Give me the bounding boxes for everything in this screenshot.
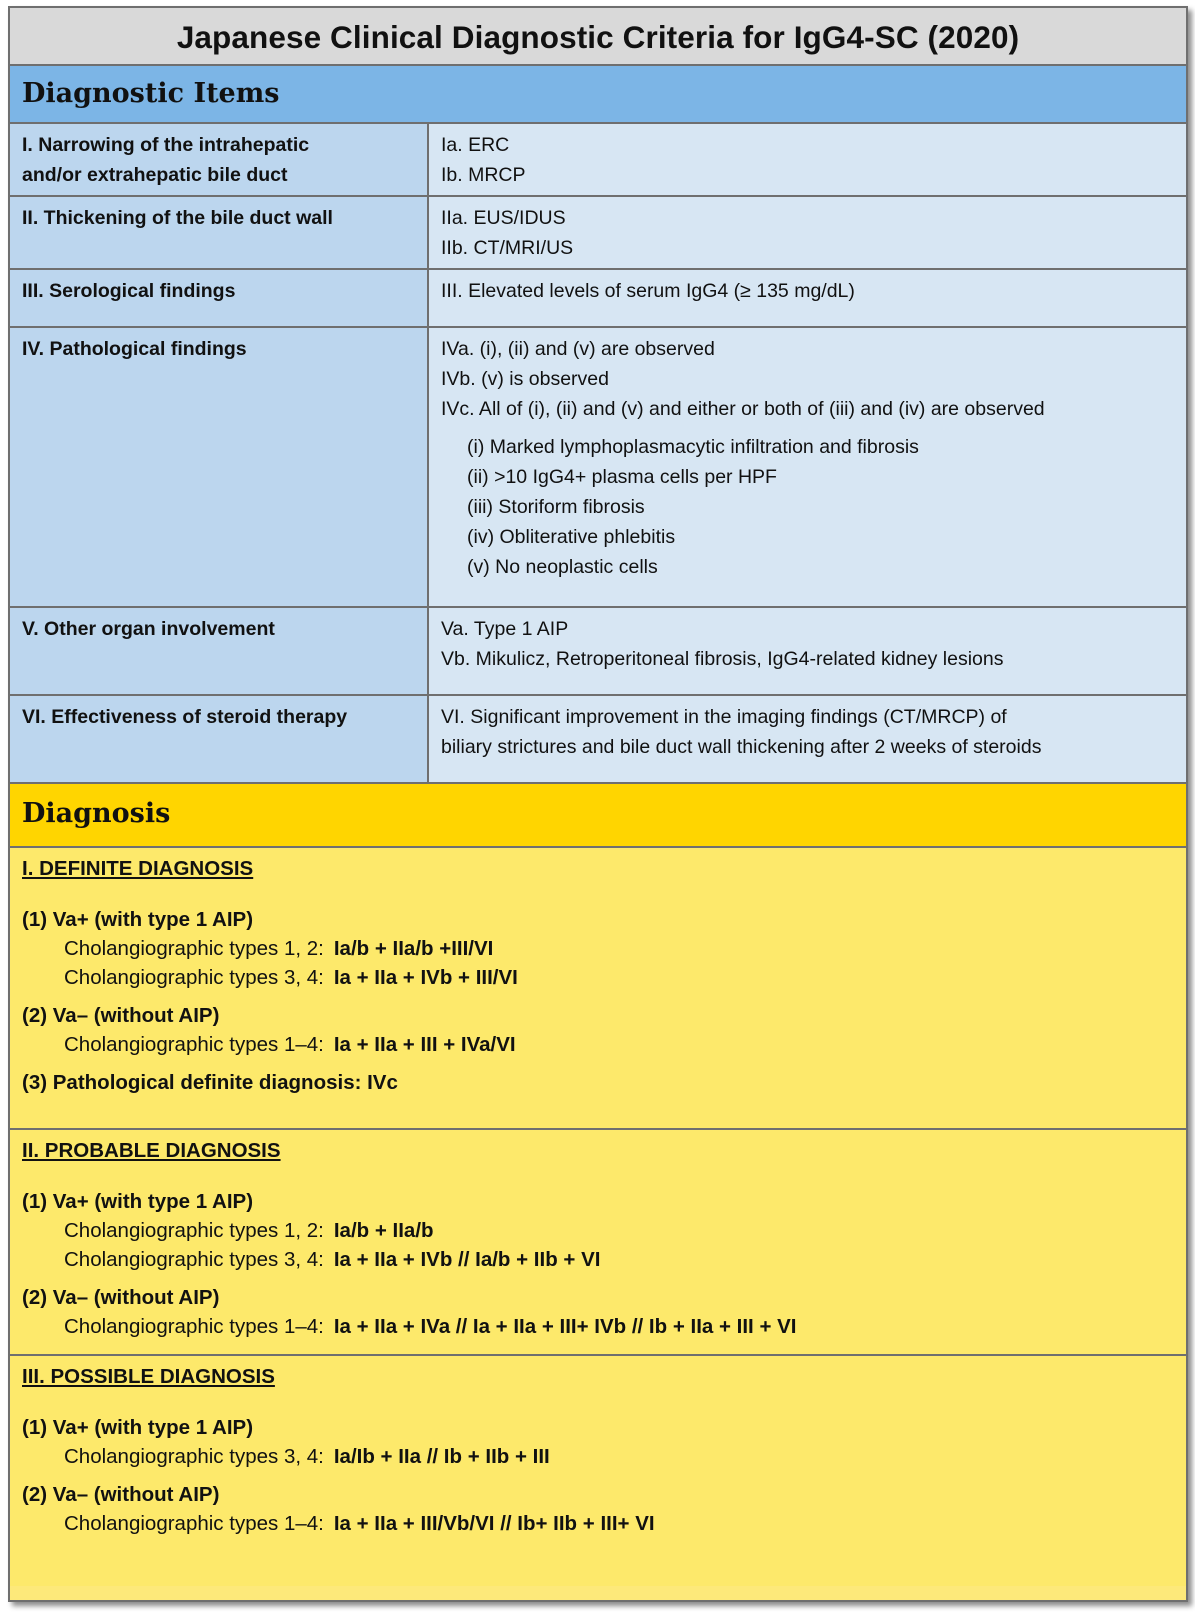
- criteria-group-heading: (3) Pathological definite diagnosis: IVc: [22, 1071, 398, 1094]
- diagnosis-section-title: III. POSSIBLE DIAGNOSIS: [22, 1365, 275, 1388]
- criteria-group-heading: (2) Va– (without AIP): [22, 1286, 220, 1309]
- item-value: [428, 327, 1186, 607]
- criteria-formula: Ia/b + IIa/b +III/VI: [333, 937, 494, 960]
- diagnostic-items-heading: Diagnostic Items: [10, 66, 1186, 124]
- item-label-line: VI. Effectiveness of steroid therapy: [22, 706, 348, 728]
- item-label-line: IV. Pathological findings: [22, 338, 247, 360]
- criteria-group: [22, 906, 1174, 992]
- criteria-line: [22, 1312, 1174, 1341]
- criteria-group: [22, 1188, 1174, 1274]
- item-label: [10, 124, 428, 196]
- cholangiographic-type-label: Cholangiographic types 1, 2:: [64, 937, 324, 960]
- pathology-criterion: (iv) Obliterative phlebitis: [467, 526, 676, 548]
- item-value-line: IVb. (v) is observed: [441, 368, 609, 390]
- diagnosis-section: [10, 1356, 1186, 1586]
- cholangiographic-type-label: Cholangiographic types 1–4:: [64, 1512, 324, 1535]
- cholangiographic-type-label: Cholangiographic types 1–4:: [64, 1315, 324, 1338]
- criteria-group: [22, 1481, 1174, 1538]
- item-label-line: and/or extrahepatic bile duct: [22, 164, 288, 186]
- criteria-group: [22, 1002, 1174, 1059]
- criteria-formula: Ia + IIa + IVb + III/VI: [333, 966, 518, 989]
- item-value-line: IVa. (i), (ii) and (v) are observed: [441, 338, 715, 360]
- item-value-line: VI. Significant improvement in the imaging findings (CT/MRCP) of: [441, 706, 1007, 728]
- cholangiographic-type-label: Cholangiographic types 1–4:: [64, 1033, 324, 1056]
- criteria-formula: Ia/Ib + IIa // Ib + IIb + III: [333, 1445, 550, 1468]
- item-value: [428, 196, 1186, 269]
- pathology-criteria-list: [441, 432, 1174, 582]
- diagnosis-section-title: I. DEFINITE DIAGNOSIS: [22, 857, 254, 880]
- criteria-line: [22, 1030, 1174, 1059]
- item-value-line: Va. Type 1 AIP: [441, 618, 569, 640]
- criteria-formula: Ia + IIa + IVb // Ia/b + IIb + VI: [333, 1248, 601, 1271]
- criteria-group-heading: (1) Va+ (with type 1 AIP): [22, 1190, 254, 1213]
- item-row: [10, 269, 1186, 327]
- criteria-document: [8, 6, 1188, 1602]
- diagnosis-section: [10, 848, 1186, 1130]
- criteria-formula: Ia + IIa + III/Vb/VI // Ib+ IIb + III+ VI: [333, 1512, 655, 1535]
- criteria-line: [22, 963, 1174, 992]
- item-value-line: Vb. Mikulicz, Retroperitoneal fibrosis, IgG4-related kidney lesions: [441, 648, 1004, 670]
- item-row: [10, 124, 1186, 196]
- criteria-line: [22, 1245, 1174, 1274]
- item-label: [10, 607, 428, 695]
- criteria-group-heading: (1) Va+ (with type 1 AIP): [22, 1416, 254, 1439]
- item-value: [428, 607, 1186, 695]
- diagnosis-section-title: II. PROBABLE DIAGNOSIS: [22, 1139, 281, 1162]
- item-row: [10, 607, 1186, 695]
- criteria-group-heading: (2) Va– (without AIP): [22, 1483, 220, 1506]
- item-value-line: III. Elevated levels of serum IgG4 (≥ 135 mg/dL): [441, 280, 855, 302]
- pathology-criterion: (v) No neoplastic cells: [467, 556, 658, 578]
- criteria-group: [22, 1284, 1174, 1341]
- item-value-line: IVc. All of (i), (ii) and (v) and either or both of (iii) and (iv) are observed: [441, 398, 1045, 420]
- item-value: [428, 695, 1186, 783]
- item-row: [10, 327, 1186, 607]
- cholangiographic-type-label: Cholangiographic types 3, 4:: [64, 1248, 324, 1271]
- criteria-line: [22, 1442, 1174, 1471]
- criteria-formula: Ia/b + IIa/b: [333, 1219, 434, 1242]
- diagnosis-section: [10, 1130, 1186, 1356]
- item-value-line: biliary strictures and bile duct wall thickening after 2 weeks of steroids: [441, 736, 1042, 758]
- item-value-line: Ib. MRCP: [441, 164, 526, 186]
- page-title: Japanese Clinical Diagnostic Criteria for IgG4-SC (2020): [10, 8, 1186, 66]
- criteria-group-heading: (2) Va– (without AIP): [22, 1004, 220, 1027]
- item-value-line: IIa. EUS/IDUS: [441, 207, 566, 229]
- item-label-line: III. Serological findings: [22, 280, 236, 302]
- item-label: [10, 695, 428, 783]
- item-value-line: Ia. ERC: [441, 134, 510, 156]
- pathology-criterion: (ii) >10 IgG4+ plasma cells per HPF: [467, 466, 777, 488]
- item-label-line: V. Other organ involvement: [22, 618, 275, 640]
- cholangiographic-type-label: Cholangiographic types 1, 2:: [64, 1219, 324, 1242]
- criteria-line: [22, 1509, 1174, 1538]
- diagnosis-heading: Diagnosis: [10, 784, 1186, 848]
- item-label: [10, 196, 428, 269]
- item-value: [428, 124, 1186, 196]
- criteria-line: [22, 934, 1174, 963]
- criteria-formula: Ia + IIa + III + IVa/VI: [333, 1033, 516, 1056]
- item-label: [10, 327, 428, 607]
- item-row: [10, 695, 1186, 783]
- item-label-line: I. Narrowing of the intrahepatic: [22, 134, 310, 156]
- item-value: [428, 269, 1186, 327]
- item-value-line: IIb. CT/MRI/US: [441, 237, 574, 259]
- cholangiographic-type-label: Cholangiographic types 3, 4:: [64, 1445, 324, 1468]
- pathology-criterion: (iii) Storiform fibrosis: [467, 496, 645, 518]
- cholangiographic-type-label: Cholangiographic types 3, 4:: [64, 966, 324, 989]
- item-label: [10, 269, 428, 327]
- criteria-group: [22, 1414, 1174, 1471]
- criteria-group-heading: (1) Va+ (with type 1 AIP): [22, 908, 254, 931]
- diagnostic-items-table: [10, 124, 1186, 784]
- item-label-line: II. Thickening of the bile duct wall: [22, 207, 333, 229]
- criteria-group: [22, 1069, 1174, 1097]
- criteria-line: [22, 1216, 1174, 1245]
- diagnosis-sections: [10, 848, 1186, 1586]
- criteria-formula: Ia + IIa + IVa // Ia + IIa + III+ IVb // Ib + IIa + III + VI: [333, 1315, 797, 1338]
- pathology-criterion: (i) Marked lymphoplasmacytic infiltration and fibrosis: [467, 436, 919, 458]
- item-row: [10, 196, 1186, 269]
